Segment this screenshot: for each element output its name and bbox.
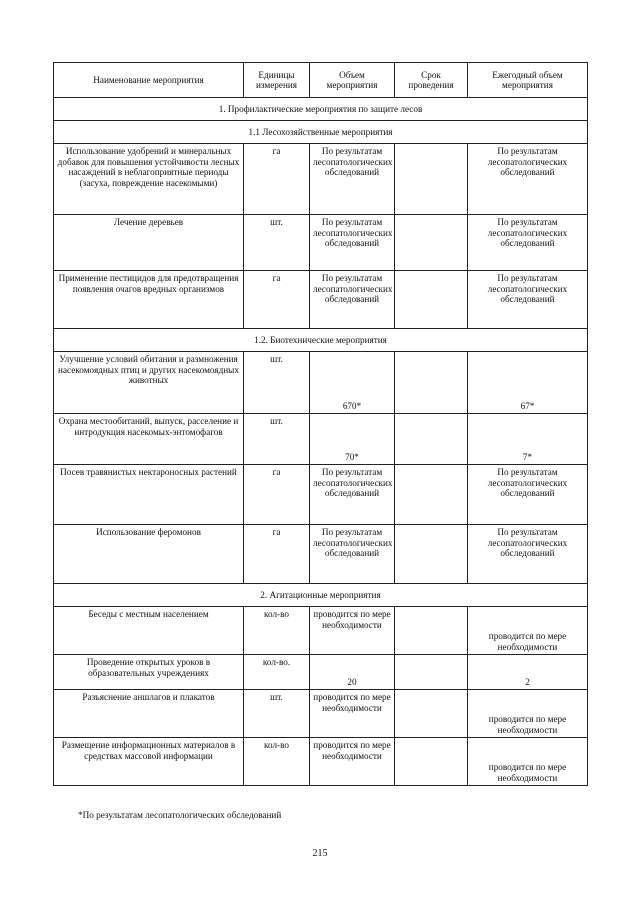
row-unit: шт.	[244, 215, 310, 271]
footnote: *По результатам лесопатологических обследований	[78, 810, 282, 820]
row-annual: проводится по мере необходимости	[468, 690, 588, 738]
document-page	[53, 62, 587, 786]
measures-table	[53, 62, 588, 786]
row-date	[395, 690, 468, 738]
row-name: Разъяснение аншлагов и плакатов	[54, 690, 244, 738]
row-date	[395, 738, 468, 786]
table-row	[54, 607, 588, 655]
row-annual: По результатам лесопатологических обследований	[468, 465, 588, 525]
row-unit: кол-во.	[244, 655, 310, 690]
row-name: Охрана местообитаний, выпуск, расселение и интродукция насекомых-энтомофагов	[54, 414, 244, 465]
row-name: Улучшение условий обитания и размножения насекомоядных птиц и других насекомоядных животных	[54, 352, 244, 414]
row-date	[395, 465, 468, 525]
table-row	[54, 525, 588, 584]
row-annual: 2	[468, 655, 588, 690]
section-title: 1.2. Биотехнические мероприятия	[54, 329, 588, 352]
section-row	[54, 329, 588, 352]
row-name: Размещение информационных материалов в средствах массовой информации	[54, 738, 244, 786]
row-date	[395, 215, 468, 271]
row-unit: га	[244, 465, 310, 525]
table-row	[54, 738, 588, 786]
row-volume: проводится по мере необходимости	[310, 690, 395, 738]
table-row	[54, 414, 588, 465]
row-annual: По результатам лесопатологических обследований	[468, 271, 588, 329]
row-annual: По результатам лесопатологических обследований	[468, 525, 588, 584]
row-unit: кол-во	[244, 607, 310, 655]
row-date	[395, 525, 468, 584]
section-title: 1.1 Лесохозяйственные мероприятия	[54, 121, 588, 144]
row-unit: шт.	[244, 690, 310, 738]
table-row	[54, 215, 588, 271]
row-volume: По результатам лесопатологических обследований	[310, 144, 395, 215]
section-title: 1. Профилактические мероприятия по защите лесов	[54, 98, 588, 121]
section-title: 2. Агитационные мероприятия	[54, 584, 588, 607]
header-unit: Единицы измерения	[244, 63, 310, 98]
row-date	[395, 271, 468, 329]
row-name: Беседы с местным населением	[54, 607, 244, 655]
row-volume: 20	[310, 655, 395, 690]
header-annual: Ежегодный объем мероприятия	[468, 63, 588, 98]
row-annual: проводится по мере необходимости	[468, 607, 588, 655]
row-volume: По результатам лесопатологических обследований	[310, 465, 395, 525]
row-date	[395, 144, 468, 215]
row-unit: шт.	[244, 352, 310, 414]
header-volume: Объем мероприятия	[310, 63, 395, 98]
row-name: Использование удобрений и минеральных добавок для повышения устойчивости лесных насаждений в неблагоприятные периоды (засуха, повреждение насекомыми)	[54, 144, 244, 215]
table-row	[54, 271, 588, 329]
row-unit: кол-во	[244, 738, 310, 786]
table-row	[54, 144, 588, 215]
row-volume: 70*	[310, 414, 395, 465]
header-name: Наименование мероприятия	[54, 63, 244, 98]
row-date	[395, 352, 468, 414]
table-row	[54, 352, 588, 414]
row-name: Посев травянистых нектароносных растений	[54, 465, 244, 525]
row-annual: По результатам лесопатологических обследований	[468, 144, 588, 215]
row-date	[395, 655, 468, 690]
row-date	[395, 607, 468, 655]
table-row	[54, 465, 588, 525]
page-number: 215	[312, 848, 328, 859]
section-row	[54, 98, 588, 121]
table-row	[54, 655, 588, 690]
row-name: Проведение открытых уроков в образовательных учреждениях	[54, 655, 244, 690]
row-annual: 7*	[468, 414, 588, 465]
row-unit: шт.	[244, 414, 310, 465]
row-name: Лечение деревьев	[54, 215, 244, 271]
row-unit: га	[244, 144, 310, 215]
row-volume: 670*	[310, 352, 395, 414]
row-name: Использование феромонов	[54, 525, 244, 584]
table-row	[54, 690, 588, 738]
row-name: Применение пестицидов для предотвращения появления очагов вредных организмов	[54, 271, 244, 329]
row-volume: проводится по мере необходимости	[310, 607, 395, 655]
row-volume: По результатам лесопатологических обследований	[310, 525, 395, 584]
section-row	[54, 121, 588, 144]
row-annual: проводится по мере необходимости	[468, 738, 588, 786]
row-date	[395, 414, 468, 465]
header-date: Срок проведения	[395, 63, 468, 98]
row-unit: га	[244, 271, 310, 329]
row-volume: По результатам лесопатологических обследований	[310, 215, 395, 271]
row-annual: 67*	[468, 352, 588, 414]
table-header-row	[54, 63, 588, 98]
row-volume: По результатам лесопатологических обследований	[310, 271, 395, 329]
section-row	[54, 584, 588, 607]
row-unit: га	[244, 525, 310, 584]
row-annual: По результатам лесопатологических обследований	[468, 215, 588, 271]
row-volume: проводится по мере необходимости	[310, 738, 395, 786]
